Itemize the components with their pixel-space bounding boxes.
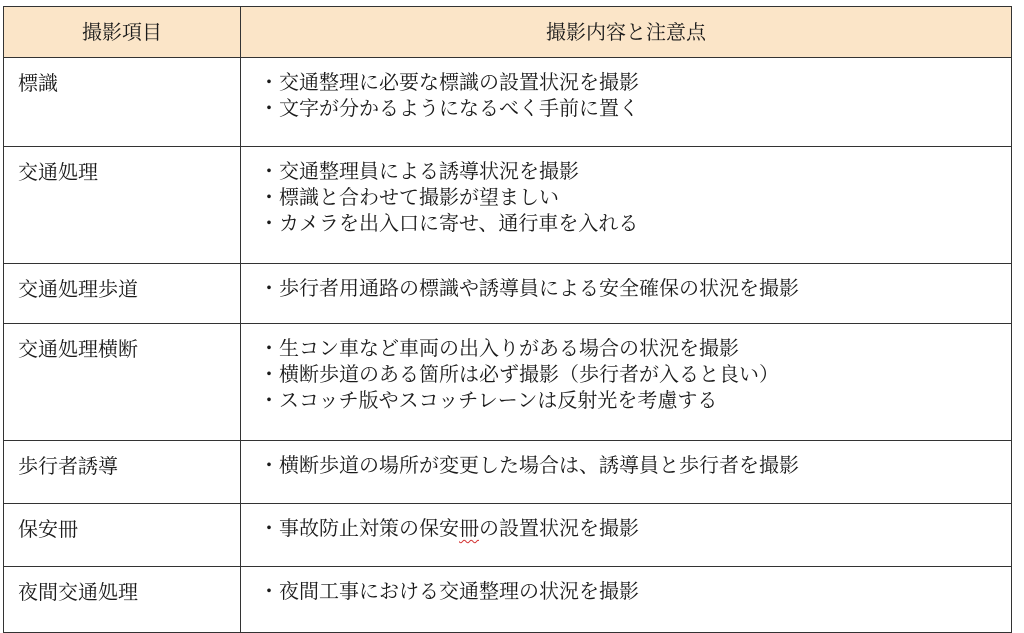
row-notes-cell [241,441,1012,504]
bullet-dot: ・ [259,388,279,412]
table-row [4,324,1012,441]
table-header-row [4,7,1012,58]
table-row [4,264,1012,324]
row-item-cell: 標識 [4,58,241,147]
bullet-dot: ・ [259,336,279,360]
note-text: 標識と合わせて撮影が望ましい [279,185,559,209]
row-notes-cell [241,58,1012,147]
note-text: 横断歩道の場所が変更した場合は、誘導員と歩行者を撮影 [279,453,799,477]
note-text: 横断歩道のある箇所は必ず撮影（歩行者が入ると良い） [279,362,779,386]
table-row [4,504,1012,567]
table-row [4,58,1012,147]
note-line [259,69,1011,95]
note-text-after: の設置状況を撮影 [479,516,639,540]
spellcheck-underlined-char: 冊 [459,516,479,540]
note-line [259,335,1011,361]
bullet-dot: ・ [259,579,279,603]
bullet-dot: ・ [259,96,279,120]
bullet-dot: ・ [259,185,279,209]
note-line [259,515,1011,541]
note-text: スコッチ版やスコッチレーンは反射光を考慮する [279,388,718,412]
note-line [259,210,1011,236]
note-line [259,387,1011,413]
row-item-cell: 夜間交通処理 [4,567,241,633]
note-text: 歩行者用通路の標識や誘導員による安全確保の状況を撮影 [279,276,799,300]
bullet-dot: ・ [259,453,279,477]
header-cell-item: 撮影項目 [4,7,241,58]
note-text: 生コン車など車両の出入りがある場合の状況を撮影 [279,336,739,360]
bullet-dot: ・ [259,276,279,300]
table-row [4,567,1012,633]
table-row [4,147,1012,264]
note-line [259,578,1011,604]
note-text: 文字が分かるようになるべく手前に置く [279,96,639,120]
bullet-dot: ・ [259,70,279,94]
row-notes-cell [241,567,1012,633]
note-line [259,361,1011,387]
note-text: カメラを出入口に寄せ、通行車を入れる [279,211,639,235]
note-text: 交通整理に必要な標識の設置状況を撮影 [279,70,639,94]
row-item-cell: 保安冊 [4,504,241,567]
note-line [259,452,1011,478]
bullet-dot: ・ [259,516,279,540]
row-notes-cell [241,264,1012,324]
row-item-cell: 交通処理横断 [4,324,241,441]
row-item-cell: 歩行者誘導 [4,441,241,504]
bullet-dot: ・ [259,211,279,235]
note-text: 交通整理員による誘導状況を撮影 [279,159,579,183]
note-line [259,158,1011,184]
row-item-cell: 交通処理歩道 [4,264,241,324]
row-notes-cell [241,324,1012,441]
note-line [259,275,1011,301]
row-notes-cell [241,147,1012,264]
bullet-dot: ・ [259,362,279,386]
photo-item-table [3,6,1012,633]
note-line [259,184,1011,210]
note-text-before: 事故防止対策の保安 [279,516,459,540]
row-item-cell: 交通処理 [4,147,241,264]
row-notes-cell [241,504,1012,567]
table-row [4,441,1012,504]
bullet-dot: ・ [259,159,279,183]
header-cell-notes: 撮影内容と注意点 [241,7,1012,58]
note-line [259,95,1011,121]
note-text: 夜間工事における交通整理の状況を撮影 [279,579,639,603]
